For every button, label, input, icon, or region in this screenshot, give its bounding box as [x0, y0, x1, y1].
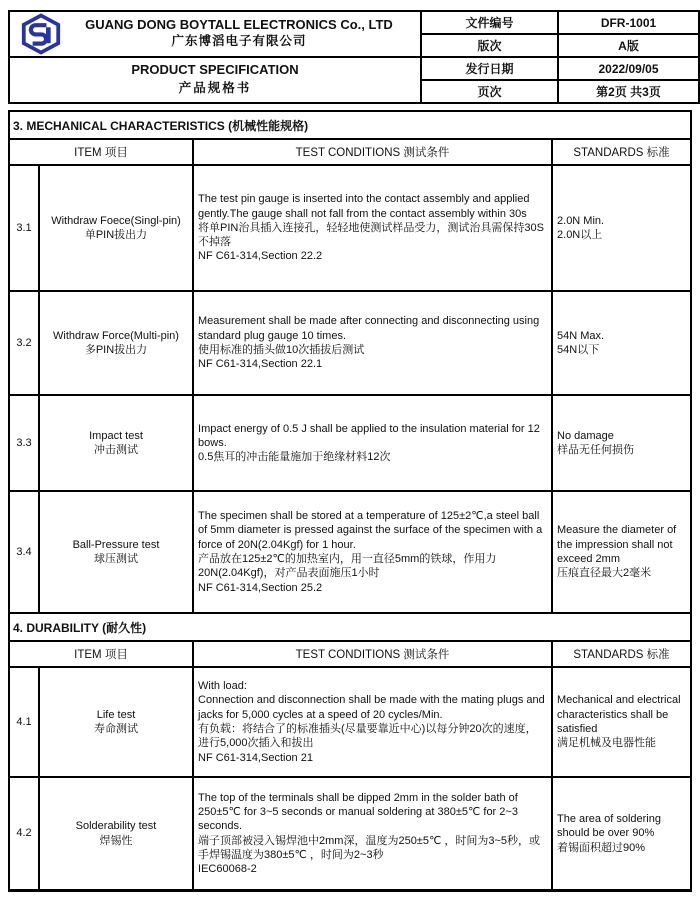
item-line: 寿命测试: [94, 723, 138, 735]
field-label-page: 页次: [421, 80, 558, 103]
condition-line: NF C61-314,Section 22.2: [198, 250, 323, 263]
item-line: Solderability test: [75, 820, 157, 833]
field-value-doc-number: DFR-1001: [558, 11, 699, 34]
condition-line: IEC60068-2: [198, 863, 257, 876]
item-cell: [39, 291, 193, 395]
field-label-doc-number: 文件编号: [421, 11, 558, 34]
standard-line: 54N Max.: [557, 329, 605, 342]
item-line: 冲击测试: [94, 444, 138, 456]
item-line: Impact test: [89, 429, 143, 442]
row-number: 3.1: [10, 165, 39, 291]
condition-line: NF C61-314,Section 21: [198, 751, 313, 764]
row-number: 4.2: [10, 777, 39, 889]
condition-line: Connection and disconnection shall be made with the mating plugs and jacks for 5,000 cycles at a speed of 20 cycles/Min.: [198, 694, 545, 721]
standard-line: 满足机械及电器性能: [557, 737, 657, 750]
section: [10, 614, 690, 889]
company-block: [9, 11, 421, 57]
standards-cell: [552, 291, 690, 395]
item-line: 球压测试: [94, 553, 138, 565]
field-label-issue-date: 发行日期: [421, 57, 558, 80]
document-title-en: PRODUCT SPECIFICATION: [131, 62, 299, 78]
row-number: 4.1: [10, 667, 39, 777]
standards-cell: [552, 165, 690, 291]
section-title: 4. DURABILITY (耐久性): [10, 614, 690, 642]
row-number: 3.3: [10, 395, 39, 491]
standard-line: The area of soldering should be over 90%: [557, 813, 661, 840]
document-title-block: [9, 57, 421, 103]
standards-cell: [552, 395, 690, 491]
table-row: [10, 165, 690, 291]
standard-line: Mechanical and electrical characteristics shall be satisfied: [557, 694, 681, 735]
company-name-en: GUANG DONG BOYTALL ELECTRONICS Co., LTD: [85, 17, 393, 33]
standard-line: 样品无任何损伤: [557, 444, 635, 456]
standard-line: 2.0N Min.: [557, 214, 605, 227]
spec-table: [10, 642, 690, 889]
condition-line: The test pin gauge is inserted into the contact assembly and applied gently.The gauge shall not fall from the contact assembly within 30s: [198, 193, 530, 220]
conditions-cell: [193, 395, 552, 491]
column-header-item: ITEM 项目: [10, 642, 193, 667]
item-line: 单PIN拔出力: [84, 229, 148, 241]
field-label-revision: 版次: [421, 34, 558, 57]
item-line: Life test: [96, 708, 136, 721]
column-header-conditions: TEST CONDITIONS 测试条件: [193, 642, 552, 667]
item-line: Withdraw Foece(Singl-pin): [51, 214, 181, 227]
standard-line: Measure the diameter of the impression shall not exceed 2mm: [557, 524, 677, 565]
condition-line: 端子顶部被浸入锡焊池中2mm深，温度为250±5℃ ，时间为3~5秒，或手焊锡温度为380±5℃ ，时间为2~3秒: [198, 834, 541, 861]
section-title: 3. MECHANICAL CHARACTERISTICS (机械性能规格): [10, 112, 690, 140]
row-number: 3.2: [10, 291, 39, 395]
item-cell: [39, 395, 193, 491]
standard-line: No damage: [557, 429, 614, 442]
item-cell: [39, 667, 193, 777]
item-line: 多PIN拔出力: [84, 344, 148, 356]
company-logo-icon: [20, 13, 62, 55]
table-header-row: [10, 642, 690, 667]
condition-line: NF C61-314,Section 25.2: [198, 581, 323, 594]
condition-line: 0.5焦耳的冲击能量施加于绝缘材料12次: [198, 451, 391, 464]
condition-line: 有负载：将结合了的标准插头(尽量要靠近中心)以每分钟20次的速度，进行5,000次插入和拔出: [198, 723, 537, 750]
field-value-revision: A版: [558, 34, 699, 57]
standards-cell: [552, 491, 690, 613]
standard-line: 2.0N以上: [557, 229, 603, 241]
conditions-cell: [193, 291, 552, 395]
section: [10, 112, 690, 614]
standards-cell: [552, 667, 690, 777]
item-cell: [39, 165, 193, 291]
item-cell: [39, 777, 193, 889]
item-line: Ball-Pressure test: [72, 538, 160, 551]
row-number: 3.4: [10, 491, 39, 613]
table-row: [10, 395, 690, 491]
column-header-item: ITEM 项目: [10, 140, 193, 165]
standards-cell: [552, 777, 690, 889]
document-title-cn: 产品规格书: [178, 81, 252, 96]
standard-line: 54N以下: [557, 344, 600, 356]
table-row: [10, 667, 690, 777]
condition-line: Impact energy of 0.5 J shall be applied to the insulation material for 12 bows.: [198, 422, 540, 449]
conditions-cell: [193, 777, 552, 889]
conditions-cell: [193, 491, 552, 613]
table-row: [10, 291, 690, 395]
condition-line: 使用标准的插头做10次插拔后测试: [198, 344, 365, 356]
column-header-standards: STANDARDS 标准: [552, 140, 690, 165]
standard-line: 着锡面积超过90%: [557, 841, 646, 854]
header-table: [8, 10, 700, 104]
column-header-standards: STANDARDS 标准: [552, 642, 690, 667]
condition-line: With load:: [198, 680, 247, 693]
condition-line: NF C61-314,Section 22.1: [198, 358, 323, 371]
conditions-cell: [193, 667, 552, 777]
item-line: Withdraw Force(Multi-pin): [53, 329, 179, 342]
condition-line: The specimen shall be stored at a temperature of 125±2℃,a steel ball of 5mm diameter is pressed against the surface of the specimen with a force of 20N(2.04Kgf) for 1 hour.: [198, 510, 543, 551]
item-cell: [39, 491, 193, 613]
condition-line: 产品放在125±2℃的加热室内，用一直径5mm的铁球，作用力20N(2.04Kgf)，对产品表面施压1小时: [198, 553, 497, 580]
company-name-cn: 广东博滔电子有限公司: [171, 34, 307, 49]
field-value-page: 第2页 共3页: [558, 80, 699, 103]
table-header-row: [10, 140, 690, 165]
company-name: [10, 17, 420, 51]
conditions-cell: [193, 165, 552, 291]
table-row: [10, 491, 690, 613]
column-header-conditions: TEST CONDITIONS 测试条件: [193, 140, 552, 165]
standard-line: 压痕直径最大2毫米: [557, 567, 652, 580]
table-row: [10, 777, 690, 889]
item-line: 焊锡性: [99, 834, 133, 847]
content-box: [8, 110, 692, 892]
condition-line: Measurement shall be made after connecting and disconnecting using standard plug gauge 10 times.: [198, 315, 540, 342]
field-value-issue-date: 2022/09/05: [558, 57, 699, 80]
condition-line: The top of the terminals shall be dipped 2mm in the solder bath of 250±5℃ for 3~5 seconds or manual soldering at 380±5℃ for 2~3 seconds.: [198, 791, 518, 833]
spec-table: [10, 140, 690, 614]
condition-line: 将单PIN治具插入连接孔，轻轻地使测试样品受力，测试治具需保持30S不掉落: [198, 221, 544, 249]
